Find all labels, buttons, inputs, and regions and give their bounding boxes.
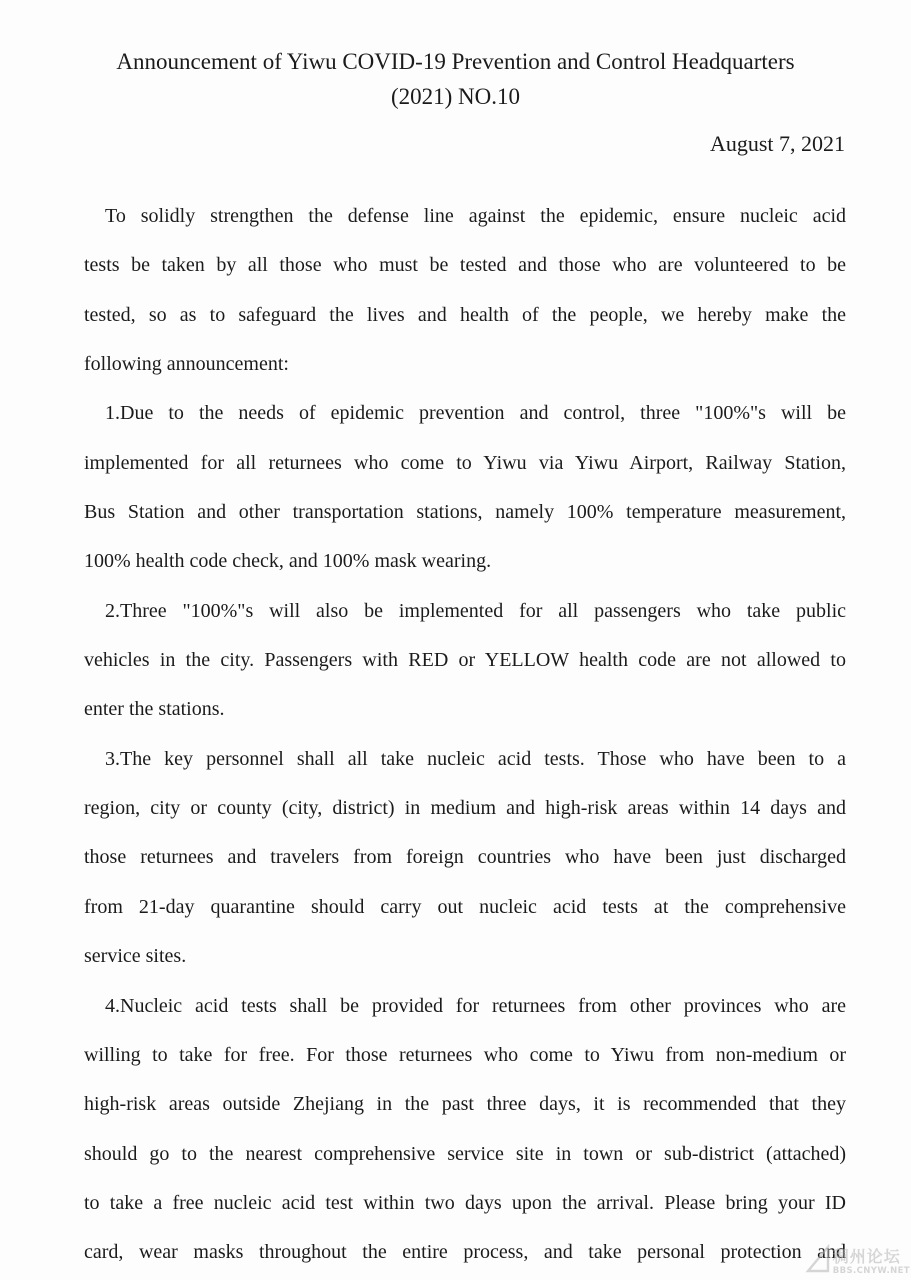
document-date: August 7, 2021 (709, 131, 845, 156)
paragraph-intro (84, 192, 846, 389)
paragraph-item-1 (84, 389, 846, 586)
body-line: card, wear masks throughout the entire process, and take personal protection and (84, 1241, 846, 1264)
body-line: from 21-day quarantine should carry out nucleic acid tests at the comprehensive (84, 895, 846, 918)
body-line: enter the stations. (84, 698, 225, 721)
body-line: 4.Nucleic acid tests shall be provided for returnees from other provinces who are (105, 994, 846, 1017)
body-line: 3.The key personnel shall all take nucleic acid tests. Those who have been to a (105, 747, 846, 770)
body-line: 1.Due to the needs of epidemic prevention and control, three "100%"s will be (105, 402, 846, 425)
document-title (0, 44, 911, 114)
body-line: region, city or county (city, district) in medium and high-risk areas within 14 days and (84, 797, 846, 820)
body-line: 100% health code check, and 100% mask wearing. (84, 550, 492, 573)
body-line: tests be taken by all those who must be tested and those who are volunteered to be (84, 254, 846, 277)
body-line: vehicles in the city. Passengers with RED or YELLOW health code are not allowed to (84, 649, 846, 672)
body-line: high-risk areas outside Zhejiang in the past three days, it is recommended that they (84, 1093, 846, 1116)
body-line: willing to take for free. For those returnees who come to Yiwu from non-medium or (84, 1043, 846, 1066)
watermark-site-url: BBS.CNYW.NET (832, 1266, 910, 1276)
body-line: service sites. (84, 945, 187, 968)
body-line: those returnees and travelers from foreign countries who have been just discharged (84, 846, 846, 869)
document-title-line-2: (2021) NO.10 (390, 84, 521, 109)
body-line: 2.Three "100%"s will also be implemented for all passengers who take public (105, 599, 846, 622)
body-line: should go to the nearest comprehensive service site in town or sub-district (attached) (84, 1142, 846, 1165)
body-line: tested, so as to safeguard the lives and health of the people, we hereby make the (84, 303, 846, 326)
paragraph-item-2 (84, 587, 846, 735)
body-line: to take a free nucleic acid test within two days upon the arrival. Please bring your ID (84, 1191, 846, 1214)
paragraph-item-3 (84, 735, 846, 982)
body-line: following announcement: (84, 353, 289, 376)
body-line: To solidly strengthen the defense line against the epidemic, ensure nucleic acid (105, 205, 846, 227)
watermark-site-name: 稠州论坛 (832, 1247, 901, 1266)
document-body (84, 192, 846, 1278)
body-line: implemented for all returnees who come to Yiwu via Yiwu Airport, Railway Station, (84, 451, 846, 474)
body-line: Bus Station and other transportation stations, namely 100% temperature measurement, (84, 501, 846, 524)
document-title-line-1: Announcement of Yiwu COVID-19 Prevention and Control Headquarters (116, 49, 795, 74)
paragraph-item-4 (84, 982, 846, 1278)
